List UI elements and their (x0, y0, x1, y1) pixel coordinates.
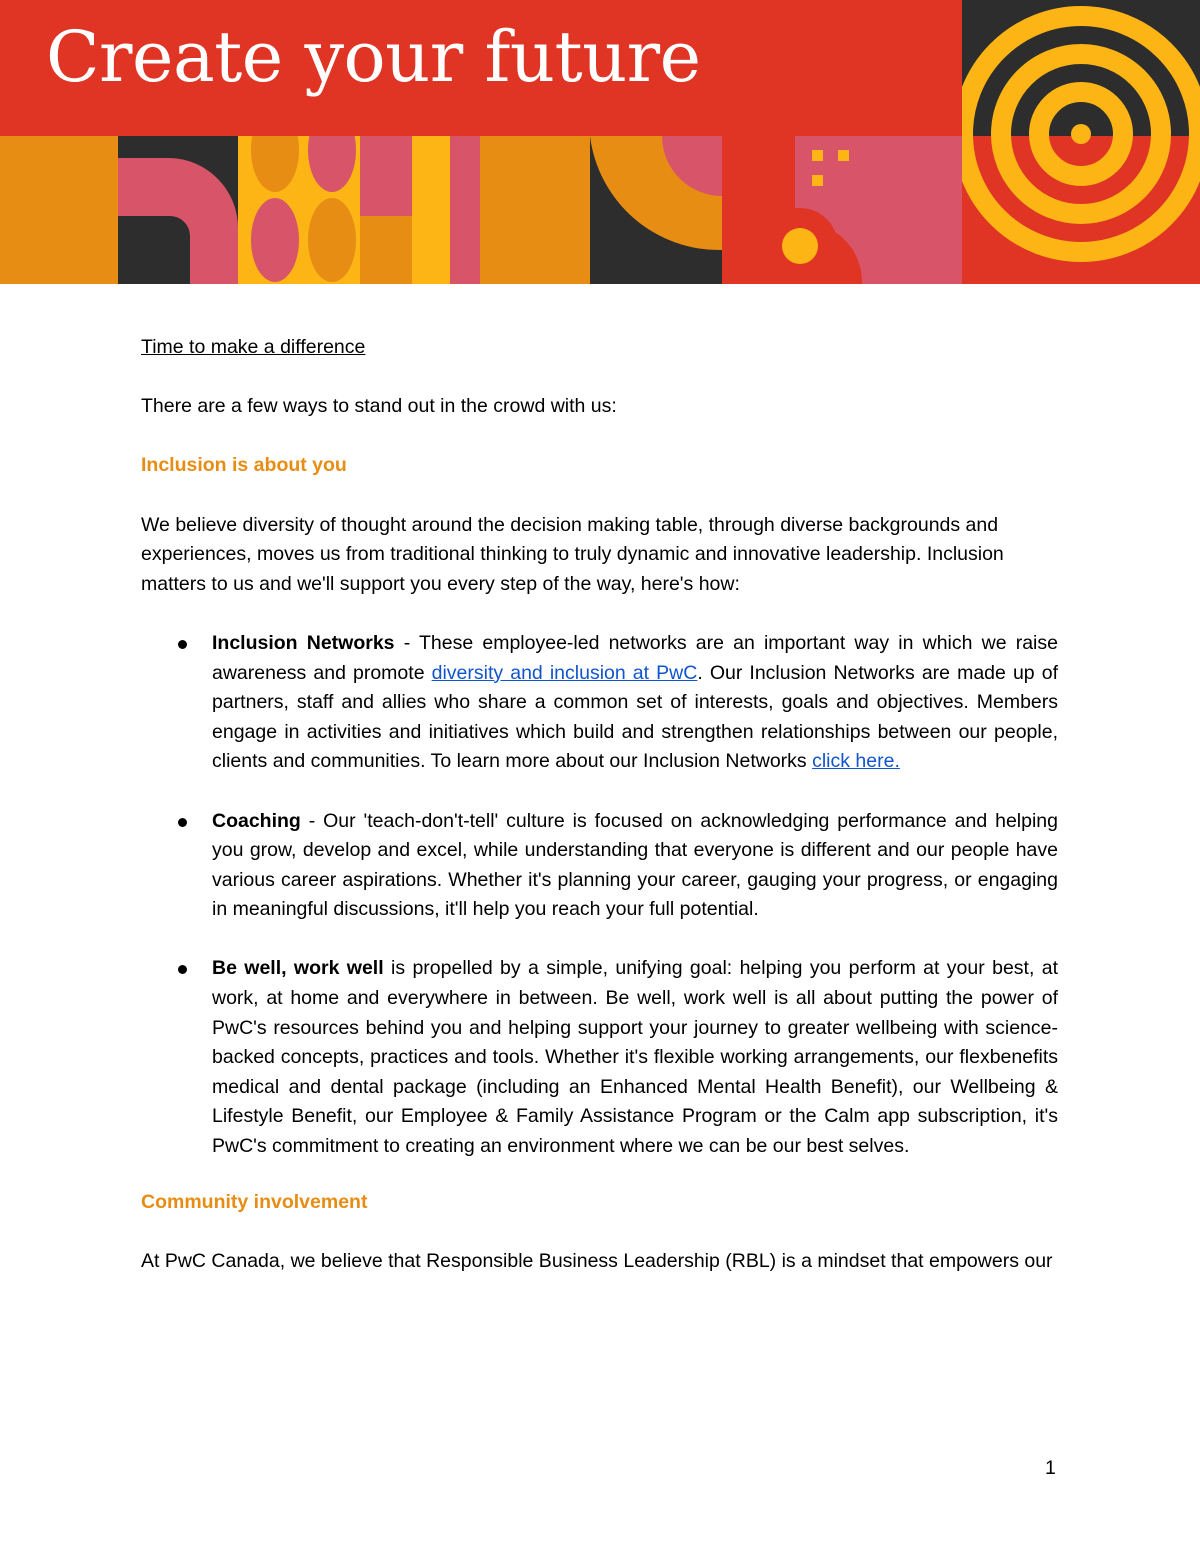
list-item-be-well (141, 954, 1058, 1161)
banner-tile-4 (360, 136, 480, 284)
bullet-text: is propelled by a simple, unifying goal: helping you perform at your best, at work, at home and everywhere in between. Be well, work well is all about putting the power of PwC's resources behind you and helping support your journey to greater wellbeing with science-backed concepts, practices and tools. Whether it's flexible working arrangements, our flexbenefits medical and dental package (including an Enhanced Mental Health Benefit), our Wellbeing & Lifestyle Benefit, our Employee & Family Assistance Program or the Calm app subscription, it's PwC's commitment to creating an environment where we can be our best selves. (212, 957, 1059, 1158)
section-label: Time to make a difference (141, 336, 366, 358)
banner-tile-2 (118, 136, 238, 284)
bullet-text: - Our 'teach-don't-tell' culture is focused on acknowledging performance and helping you grow, develop and excel, while understanding that everyone is different and our people have various career aspirations. Whether it's planning your career, gauging your progress, or engaging in meaningful discussions, it'll help you reach your full potential. (212, 809, 1058, 921)
click-here-link[interactable]: click here. (812, 750, 900, 773)
bullet-dot-icon (178, 818, 187, 827)
list-item-inclusion-networks (141, 629, 1058, 777)
heading-inclusion: Inclusion is about you (141, 454, 347, 477)
bullet-title: Be well, work well (212, 957, 384, 980)
banner-title: Create your future (46, 16, 701, 98)
header-banner (0, 0, 1200, 284)
bullet-title: Inclusion Networks (212, 631, 395, 654)
diversity-inclusion-link[interactable]: diversity and inclusion at PwC (431, 661, 698, 684)
banner-tile-1 (0, 136, 118, 284)
document-body (141, 333, 1058, 1277)
page-number: 1 (1045, 1457, 1056, 1479)
community-paragraph: At PwC Canada, we believe that Responsible Business Leadership (RBL) is a mindset that empowers our (141, 1250, 1053, 1273)
heading-community: Community involvement (141, 1191, 368, 1214)
bullet-dot-icon (178, 965, 187, 974)
bullet-dot-icon (178, 640, 187, 649)
bullet-text: - These employee-led networks are an important way in which we raise awareness and promote (212, 631, 1058, 684)
banner-tile-6 (722, 136, 962, 284)
list-item-coaching (141, 807, 1058, 925)
inclusion-paragraph: We believe diversity of thought around the decision making table, through diverse backgrounds and experiences, moves us from traditional thinking to truly dynamic and innovative leadership. Inclusion matters to us and we'll support you every step of the way, here's how: (141, 513, 1004, 595)
inclusion-list (141, 629, 1058, 1162)
lead-paragraph: There are a few ways to stand out in the crowd with us: (141, 395, 617, 418)
banner-target-rings (962, 0, 1200, 284)
bullet-title: Coaching (212, 809, 301, 832)
bullet-text: . Our Inclusion Networks are made up of partners, staff and allies who share a common set of interests, goals and objectives. Members engage in activities and initiatives which build and strengthen relationships between our people, clients and communities. To learn more about our Inclusion Networks (212, 661, 1058, 773)
